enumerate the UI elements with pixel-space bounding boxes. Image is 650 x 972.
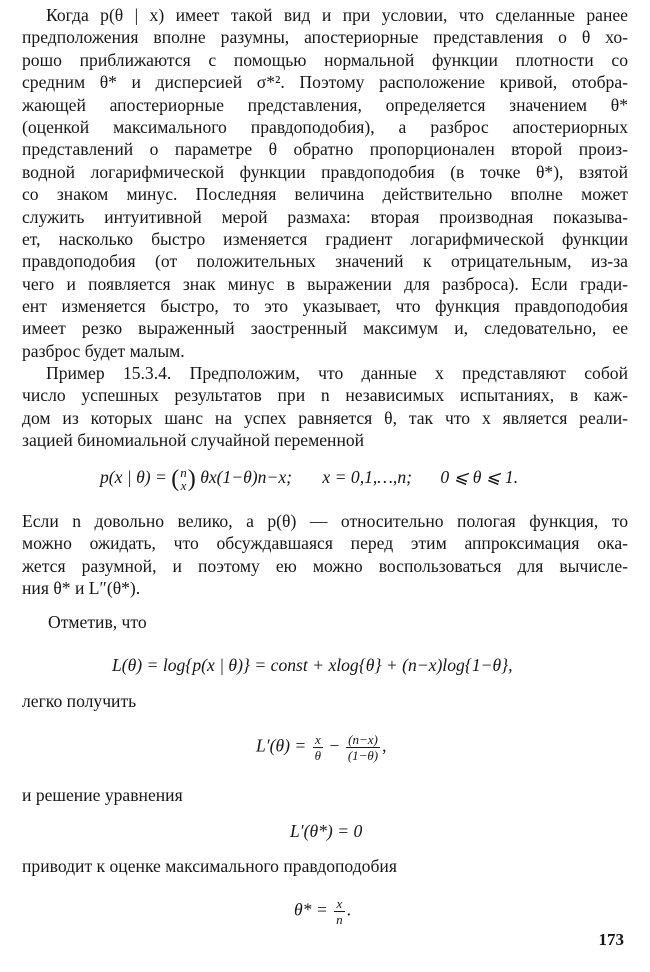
formula-binomial — [100, 466, 518, 492]
text-line: имеет резко выраженный заостренный максимум и, следовательно, ее — [22, 318, 628, 339]
text-noting: Отметив, что — [48, 612, 147, 632]
fraction — [346, 732, 380, 763]
text-line: со знаком минус. Последняя величина действительно вполне может — [22, 184, 628, 205]
formula-rhs: θx(1−θ)n−x; — [200, 467, 293, 488]
text-line: можно ожидать, что обсуждавшаяся перед этим аппроксимация ока- — [22, 533, 628, 554]
fraction-numerator: x — [313, 732, 323, 748]
text-line: дом из которых шанс на успех равняется θ, так что x является реали- — [22, 407, 628, 428]
text-line: чего и появляется знак минус в выражении для разброса). Если гради- — [22, 273, 628, 294]
formula-log-likelihood: L(θ) = log{p(x | θ)} = const + xlog{θ} + (n−x)log{1−θ}, — [112, 655, 513, 675]
text-line: рошо приближаются с помощью нормальной функции плотности со — [22, 49, 628, 70]
fraction-denominator: (1−θ) — [347, 748, 379, 763]
formula-lhs: p(x | θ) = — [100, 467, 167, 488]
formula-lhs: θ* = — [294, 899, 328, 920]
text-line: средним θ* и дисперсией σ*². Поэтому расположение кривой, отобра- — [22, 72, 628, 93]
text-line: правдоподобия (от положительных значений к отрицательным, из-за — [22, 251, 628, 272]
text-easy: легко получить — [22, 691, 137, 711]
text-line: разброс будет малым. — [22, 340, 185, 361]
open-paren: ( — [171, 466, 180, 492]
fraction — [334, 896, 345, 927]
formula-range-x: x = 0,1,…,n; — [322, 467, 412, 488]
formula-lhs: L′(θ) = — [256, 735, 307, 756]
text-line: предположения вполне разумны, апостериорные представления о θ хо- — [22, 27, 628, 48]
fraction-numerator: x — [334, 896, 345, 912]
text-line: зацией биномиальной случайной переменной — [22, 430, 365, 451]
binom-bottom: x — [180, 478, 187, 493]
binomial-coefficient — [180, 466, 187, 492]
close-paren: ) — [187, 466, 196, 492]
fraction-denominator: θ — [314, 748, 322, 763]
fraction — [313, 732, 323, 763]
text-line: число успешных результатов при n независимых испытаниях, в каж- — [22, 385, 628, 406]
paragraph-posterior-approximation — [22, 4, 628, 362]
minus-sign: − — [329, 735, 340, 756]
binom-top: n — [180, 465, 187, 480]
text-line: ет, насколько быстро изменяется градиент логарифмической функции — [22, 228, 628, 249]
paragraph-example — [22, 362, 628, 452]
formula-equation: L′(θ*) = 0 — [290, 821, 363, 841]
formula-derivative — [256, 732, 387, 763]
text-line: ент изменяется быстро, то это указывает, что функция правдоподобия — [22, 296, 628, 317]
fraction-numerator: (n−x) — [346, 732, 380, 748]
text-line: Если n довольно велико, а p(θ) — относительно пологая функция, то — [22, 511, 628, 531]
formula-mle — [294, 896, 351, 927]
period: . — [346, 899, 352, 920]
text-line: Пример 15.3.4. Предположим, что данные x представляют собой — [46, 363, 628, 383]
text-solution: и решение уравнения — [22, 785, 183, 805]
text-line: водной логарифмической функции правдоподобия (в точке θ*), взятой — [22, 161, 628, 182]
text-line: представлений о параметре θ обратно пропорционален второй произ- — [22, 139, 628, 160]
page-number: 173 — [598, 930, 624, 949]
text-line: служить интуитивной мерой размаха: вторая производная показыва- — [22, 206, 628, 227]
text-line: жающей апостериорные представления, определяется значением θ* — [22, 94, 628, 115]
text-leads: приводит к оценке максимального правдоподобия — [22, 856, 397, 876]
text-line: (оценкой максимального правдоподобия), а разброс апостериорных — [22, 116, 628, 137]
text-line: ния θ* и L″(θ*). — [22, 578, 141, 599]
paragraph-approximation — [22, 510, 628, 600]
fraction-denominator: n — [336, 912, 343, 927]
text-line: Когда p(θ | x) имеет такой вид и при условии, что сделанные ранее — [46, 5, 628, 25]
comma: , — [382, 735, 387, 756]
formula-range-theta: 0 ⩽ θ ⩽ 1. — [440, 467, 519, 488]
text-line: жется разумной, и поэтому ею можно воспользоваться для вычисле- — [22, 555, 628, 576]
